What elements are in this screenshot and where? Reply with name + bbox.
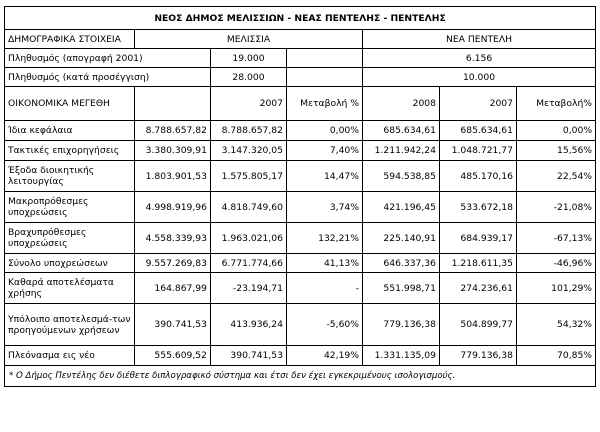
cell-value: 9.557.269,83 <box>135 254 211 273</box>
cell-value: 4.818.749,60 <box>211 192 287 223</box>
cell-value: 533.672,18 <box>440 192 517 223</box>
column-header: 2007 <box>211 87 287 121</box>
nea-penteli-header: ΝΕΑ ΠΕΝΤΕΛΗ <box>363 30 596 49</box>
cell-value: 485.170,16 <box>440 161 517 192</box>
table-row <box>5 192 596 223</box>
cell-value: 413.936,24 <box>211 304 287 346</box>
cell-value: 390.741,53 <box>135 304 211 346</box>
cell-value: 0,00% <box>517 121 596 141</box>
cell-value: 594.538,85 <box>363 161 440 192</box>
table-row <box>5 141 596 161</box>
population-census-row <box>5 49 596 68</box>
cell-value: 274.236,61 <box>440 273 517 304</box>
cell-value: 0,00% <box>287 121 363 141</box>
cell-value: -67,13% <box>517 223 596 254</box>
table-title: ΝΕΟΣ ΔΗΜΟΣ ΜΕΛΙΣΣΙΩΝ - ΝΕΑΣ ΠΕΝΤΕΛΗΣ - ΠΕΝΤΕΛΗΣ <box>5 7 596 30</box>
column-header: Μεταβολή% <box>517 87 596 121</box>
statistics-table-container <box>4 6 595 387</box>
cell-value: 685.634,61 <box>363 121 440 141</box>
cell-value: 132,21% <box>287 223 363 254</box>
cell-value: 3.147.320,05 <box>211 141 287 161</box>
cell-value: 3,74% <box>287 192 363 223</box>
cell-value: 646.337,36 <box>363 254 440 273</box>
cell-value: 70,85% <box>517 346 596 366</box>
cell-value: 42,19% <box>287 346 363 366</box>
cell-value: 1.048.721,77 <box>440 141 517 161</box>
cell-value: 14,47% <box>287 161 363 192</box>
table-row <box>5 254 596 273</box>
table-row <box>5 304 596 346</box>
cell-value: 685.634,61 <box>440 121 517 141</box>
cell-value: 1.211.942,24 <box>363 141 440 161</box>
population-census-penteli: 6.156 <box>363 49 596 68</box>
cell-value: -5,60% <box>287 304 363 346</box>
table-row <box>5 121 596 141</box>
cell-value: -21,08% <box>517 192 596 223</box>
cell-value: 164.867,99 <box>135 273 211 304</box>
cell-value: 3.380.309,91 <box>135 141 211 161</box>
melissia-header: ΜΕΛΙΣΣΙΑ <box>135 30 363 49</box>
cell-value: 101,29% <box>517 273 596 304</box>
row-label: Υπόλοιπο αποτελεσμά-των προηγούμενων χρήσεων <box>5 304 135 346</box>
cell-value: 8.788.657,82 <box>135 121 211 141</box>
cell-value: 4.998.919,96 <box>135 192 211 223</box>
economic-header: ΟΙΚΟΝΟΜΙΚΑ ΜΕΓΕΘΗ <box>5 87 135 121</box>
population-estimate-melissia: 28.000 <box>211 68 287 87</box>
column-header: 2008 <box>363 87 440 121</box>
cell-value: 779.136,38 <box>440 346 517 366</box>
row-label: Ίδια κεφάλαια <box>5 121 135 141</box>
cell-value: 4.558.339,93 <box>135 223 211 254</box>
row-label: Σύνολο υποχρεώσεων <box>5 254 135 273</box>
population-estimate-row <box>5 68 596 87</box>
row-label: Μακροπρόθεσμες υποχρεώσεις <box>5 192 135 223</box>
row-label: Τακτικές επιχορηγήσεις <box>5 141 135 161</box>
cell-value: 1.218.611,35 <box>440 254 517 273</box>
column-header: Μεταβολή % <box>287 87 363 121</box>
table-row <box>5 223 596 254</box>
table-row <box>5 273 596 304</box>
cell-value: 421.196,45 <box>363 192 440 223</box>
table-row <box>5 161 596 192</box>
cell-value: 779.136,38 <box>363 304 440 346</box>
footnote: * Ο Δήμος Πεντέλης δεν διέθετε διπλογραφικό σύστημα και έτσι δεν έχει εγκεκριμένους ισολογισμούς. <box>5 366 596 387</box>
row-label: Πλεόνασμα εις νέο <box>5 346 135 366</box>
population-estimate-label: Πληθυσμός (κατά προσέγγιση) <box>5 68 211 87</box>
population-census-melissia: 19.000 <box>211 49 287 68</box>
cell-value: 1.331.135,09 <box>363 346 440 366</box>
demographics-header: ΔΗΜΟΓΡΑΦΙΚΑ ΣΤΟΙΧΕΙΑ <box>5 30 135 49</box>
cell-value: 6.771.774,66 <box>211 254 287 273</box>
cell-value: 1.575.805,17 <box>211 161 287 192</box>
statistics-table <box>4 6 596 387</box>
cell-value: 15,56% <box>517 141 596 161</box>
cell-value: 1.963.021,06 <box>211 223 287 254</box>
table-row <box>5 346 596 366</box>
cell-value: 41,13% <box>287 254 363 273</box>
cell-value: 54,32% <box>517 304 596 346</box>
row-label: Βραχυπρόθεσμες υποχρεώσεις <box>5 223 135 254</box>
row-label: Έξοδα διοικητικής λειτουργίας <box>5 161 135 192</box>
column-header <box>135 87 211 121</box>
demographics-header-row <box>5 30 596 49</box>
cell-value: 22,54% <box>517 161 596 192</box>
cell-value: -46,96% <box>517 254 596 273</box>
cell-value: 8.788.657,82 <box>211 121 287 141</box>
cell-value: 225.140,91 <box>363 223 440 254</box>
column-header: 2007 <box>440 87 517 121</box>
cell-value: -23.194,71 <box>211 273 287 304</box>
title-row <box>5 7 596 30</box>
row-label: Καθαρά αποτελέσματα χρήσης <box>5 273 135 304</box>
economic-header-row <box>5 87 596 121</box>
population-census-label: Πληθυσμός (απογραφή 2001) <box>5 49 211 68</box>
cell-value: - <box>287 273 363 304</box>
cell-value: 684.939,17 <box>440 223 517 254</box>
footnote-row <box>5 366 596 387</box>
cell-value: 504.899,77 <box>440 304 517 346</box>
cell-value: 1.803.901,53 <box>135 161 211 192</box>
cell-value: 551.998,71 <box>363 273 440 304</box>
cell-value: 7,40% <box>287 141 363 161</box>
cell-value: 390.741,53 <box>211 346 287 366</box>
cell-value: 555.609,52 <box>135 346 211 366</box>
population-estimate-penteli: 10.000 <box>363 68 596 87</box>
